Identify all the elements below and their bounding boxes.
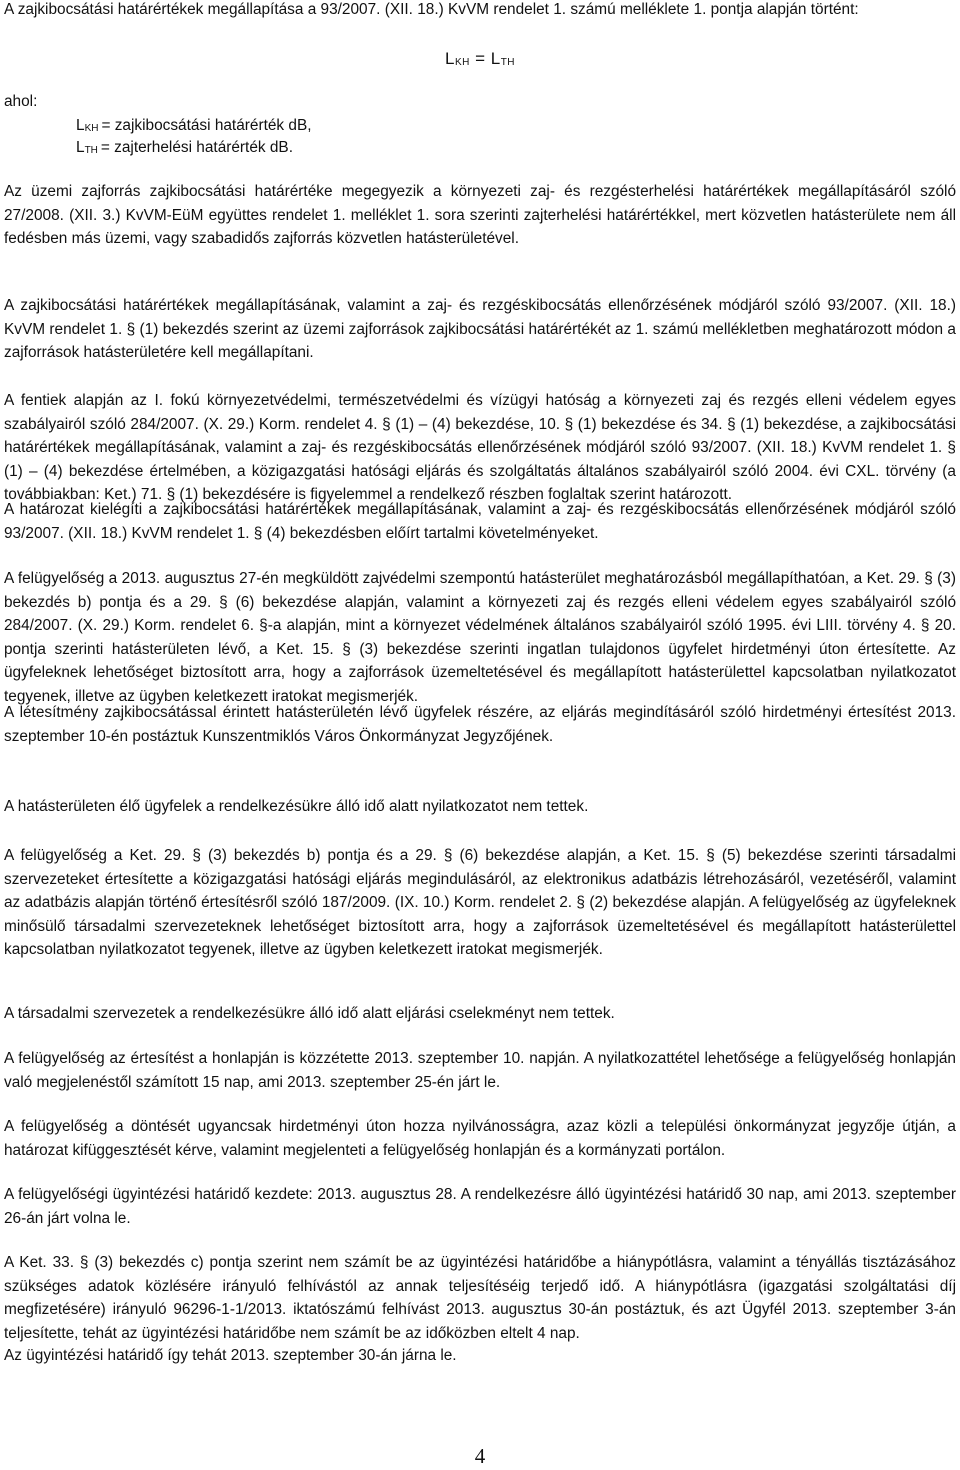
intro-line: A zajkibocsátási határértékek megállapítása a 93/2007. (XII. 18.) KvVM rendelet 1. számú melléklete 1. pontja alapján történt: [4, 1, 859, 18]
paragraph: A felügyelőség az értesítést a honlapján is közzétette 2013. szeptember 10. napján. A nyilatkozattétel lehetősége a felügyelőség honlapján való megjelenéstől számított 15 nap, ami 2013. szeptember 25-én járt le. [4, 1050, 956, 1091]
paragraph: A felügyelőségi ügyintézési határidő kezdete: 2013. augusztus 28. A rendelkezésre álló ügyintézési határidő 30 nap, ami 2013. szeptember 26-án járt volna le. [4, 1186, 956, 1227]
paragraph: A felügyelőség a döntését ugyancsak hirdetményi úton hozza nyilvánosságra, azaz közli a települési önkormányzat jegyzője útján, a határozat kifüggesztését kérve, valamint megjelenteti a felügyelőség honlapján és a kormányzati portálon. [4, 1118, 956, 1159]
definition-item: $L_{TH}$ = zajterhelési határérték dB. [76, 139, 293, 156]
paragraph: A határozat kielégíti a zajkibocsátási határértékek megállapításának, valamint a zaj- és rezgéskibocsátás ellenőrzésének módjáról szóló 93/2007. (XII. 18.) KvVM rendelet 1. § (4) bekezdésben előírt tartalmi követelményeket. [4, 501, 956, 542]
paragraph: A létesítmény zajkibocsátással érintett hatásterületén lévő ügyfelek részére, az eljárás megindításáról szóló hirdetményi értesítést 2013. szeptember 10-én postáztuk Kunszentmiklós Város Önkormányzat Jegyzőjének. [4, 704, 956, 745]
definition-list [76, 116, 312, 160]
where-label: ahol: [4, 93, 38, 110]
definition-item: $L_{KH}$ = zajkibocsátási határérték dB, [76, 117, 312, 134]
paragraph: A zajkibocsátási határértékek megállapításának, valamint a zaj- és rezgéskibocsátás ellenőrzésének módjáról szóló 93/2007. (XII. 18.) KvVM rendelet 1. § (1) bekezdés szerint az üzemi zajforrások zajkibocsátási határértékét az 1. számú mellékletben meghatározott módon a zajforrások hatásterületére kell megállapítani. [4, 297, 956, 362]
page-number: 4 [474, 1444, 486, 1468]
paragraph: A Ket. 33. § (3) bekezdés c) pontja szerint nem számít be az ügyintézési határidőbe a hiánypótlásra, valamint a tényállás tisztázásához szükséges adatok közlésére irányuló felhívástól az annak teljesítéséig terjedő idő. A hiánypótlásra (igazgatási szolgáltatási díj megfizetésére) irányuló 96296-1-1/2013. iktatószámú felhívást 2013. augusztus 30-án postáztuk, és azt Ügyfél 2013. szeptember 3-án teljesítette, tehát az ügyintézési határidőbe nem számít be az időközben eltelt 4 nap. [4, 1254, 956, 1342]
paragraph: A felügyelőség a 2013. augusztus 27-én megküldött zajvédelmi szempontú hatásterület meghatározásból megállapíthatóan, a Ket. 29. § (3) bekezdés b) pontja és a 29. § (6) bekezdése alapján, valamint a környezeti zaj és rezgés elleni védelem egyes szabályairól szóló 284/2007. (X. 29.) Korm. rendelet 6. §-a alapján, mint a környezet védelmének általános szabályairól szóló 1995. évi LIII. törvény 4. § 20. pontja szerinti hatásterületen lévő, a Ket. 15. § (3) bekezdése szerinti ingatlan tulajdonos ügyfelet hirdetményi úton értesítette. Az ügyfeleknek lehetőséget biztosított arra, hogy a zajforrások üzemeltetésével és megállapított hatásterülettel kapcsolatban nyilatkozatot tegyenek, illetve az ügyben keletkezett iratokat megismerjék. [4, 570, 956, 705]
paragraph: A fentiek alapján az I. fokú környezetvédelmi, természetvédelmi és vízügyi hatóság a környezeti zaj és rezgés elleni védelem egyes szabályairól szóló 284/2007. (X. 29.) Korm. rendelet 4. § (1) – (4) bekezdése, 10. § (1) bekezdése és 34. § (1) bekezdése, a zajkibocsátási határértékek megállapításának, valamint a zaj- és rezgéskibocsátás ellenőrzésének módjáról szóló 93/2007. (XII. 18.) KvVM rendelet 1. § (1) – (4) bekezdése értelmében, a közigazgatási hatósági eljárás és szolgáltatás általános szabályairól szóló 2004. évi CXL. törvény (a továbbiakban: Ket.) 71. § (1) bekezdésére is figyelemmel a rendelkező részben foglaltak szerint határozott. [4, 392, 956, 504]
formula: $L_{KH} = L_{TH}$ [444, 49, 516, 68]
paragraph: A hatásterületen élő ügyfelek a rendelkezésükre álló idő alatt nyilatkozatot nem tettek. [4, 798, 589, 815]
paragraph: A felügyelőség a Ket. 29. § (3) bekezdés b) pontja és a 29. § (6) bekezdése alapján, a Ket. 15. § (5) bekezdése szerinti társadalmi szervezeteket értesítette a közigazgatási hatósági eljárás megindulásáról, az elektronikus adatbázis létrehozásáról, vezetéséről, valamint az adatbázis alapján történő értesítésről szóló 187/2009. (IX. 10.) Korm. rendelet 2. § (2) bekezdése alapján. A felügyelőség az ügyfeleknek minősülő társadalmi szervezeteknek lehetőséget biztosított arra, hogy a zajforrások üzemeltetésével és megállapított hatásterülettel kapcsolatban nyilatkozatot tegyenek, illetve az ügyben keletkezett iratokat megismerjék. [4, 847, 956, 959]
paragraph: Az üzemi zajforrás zajkibocsátási határértéke megegyezik a környezeti zaj- és rezgésterhelési határértékek megállapításáról szóló 27/2008. (XII. 3.) KvVM-EüM együttes rendelet 1. melléklet 1. sora szerinti zajterhelési határértékkel, mert közvetlen hatásterülete nem áll fedésben más üzemi, vagy szabadidős zajforrás közvetlen hatásterületével. [4, 183, 956, 248]
paragraph: Az ügyintézési határidő így tehát 2013. szeptember 30-án járna le. [4, 1347, 457, 1364]
paragraph: A társadalmi szervezetek a rendelkezésükre álló idő alatt eljárási cselekményt nem tettek. [4, 1005, 615, 1022]
